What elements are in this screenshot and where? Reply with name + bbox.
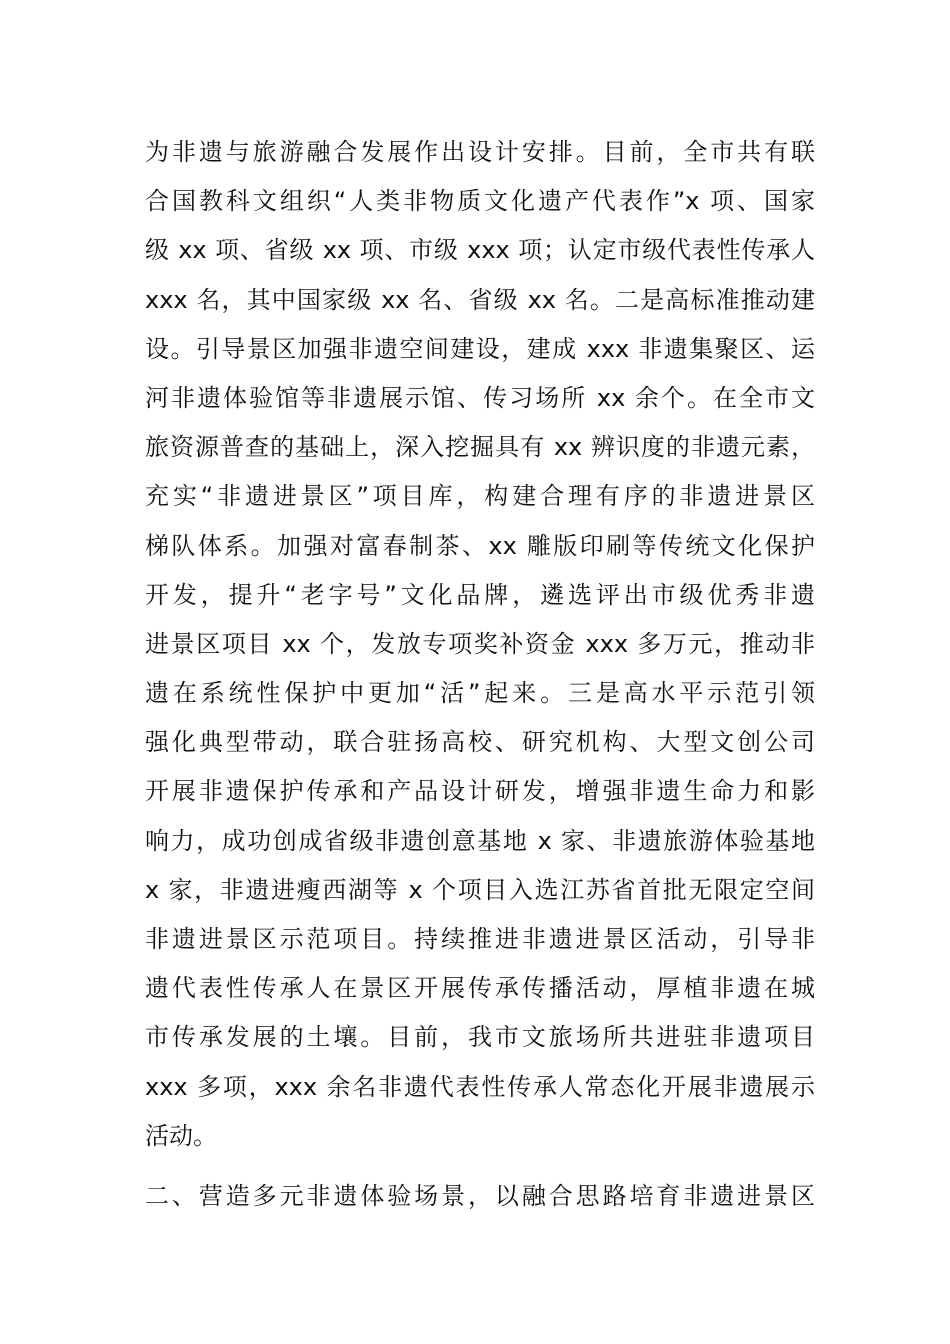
- paragraph-line: 充实“非遗进景区”项目库，构建合理有序的非遗进景区: [145, 482, 815, 511]
- paragraph-line: 响力，成功创成省级非遗创意基地 x 家、非遗旅游体验基地: [145, 826, 815, 855]
- paragraph-line: xxx 名，其中国家级 xx 名、省级 xx 名。二是高标准推动建: [145, 285, 815, 314]
- paragraph-line: 级 xx 项、省级 xx 项、市级 xxx 项；认定市级代表性传承人: [145, 236, 815, 265]
- paragraph-line: 为非遗与旅游融合发展作出设计安排。目前，全市共有联: [145, 138, 815, 166]
- paragraph-line: 河非遗体验馆等非遗展示馆、传习场所 xx 余个。在全市文: [145, 383, 815, 412]
- paragraph-line: 开展非遗保护传承和产品设计研发，增强非遗生命力和影: [145, 777, 815, 806]
- paragraph-line: 合国教科文组织“人类非物质文化遗产代表作”x 项、国家: [145, 187, 815, 216]
- paragraph-line: 开发，提升“老字号”文化品牌，遴选评出市级优秀非遗: [145, 580, 815, 609]
- section-heading: 二、营造多元非遗体验场景，以融合思路培育非遗进景区: [145, 1182, 815, 1210]
- paragraph-line: x 家，非遗进瘦西湖等 x 个项目入选江苏省首批无限定空间: [145, 875, 815, 904]
- body-paragraph: [145, 128, 815, 1161]
- paragraph-line: xxx 多项，xxx 余名非遗代表性传承人常态化开展非遗展示: [145, 1072, 815, 1101]
- paragraph-line: 进景区项目 xx 个，发放专项奖补资金 xxx 多万元，推动非: [145, 629, 815, 658]
- paragraph-line: 市传承发展的土壤。目前，我市文旅场所共进驻非遗项目: [145, 1023, 815, 1052]
- paragraph-line: 梯队体系。加强对富春制茶、xx 雕版印刷等传统文化保护: [145, 531, 815, 560]
- paragraph-line: 设。引导景区加强非遗空间建设，建成 xxx 非遗集聚区、运: [145, 334, 815, 363]
- paragraph-line: 遗在系统性保护中更加“活”起来。三是高水平示范引领: [145, 679, 815, 708]
- paragraph-line: 遗代表性传承人在景区开展传承传播活动，厚植非遗在城: [145, 974, 815, 1003]
- paragraph-line: 强化典型带动，联合驻扬高校、研究机构、大型文创公司: [145, 728, 815, 757]
- paragraph-line: 非遗进景区示范项目。持续推进非遗进景区活动，引导非: [145, 925, 815, 953]
- paragraph-line: 旅资源普查的基础上，深入挖掘具有 xx 辨识度的非遗元素，: [145, 433, 815, 462]
- paragraph-line: 活动。: [145, 1121, 217, 1150]
